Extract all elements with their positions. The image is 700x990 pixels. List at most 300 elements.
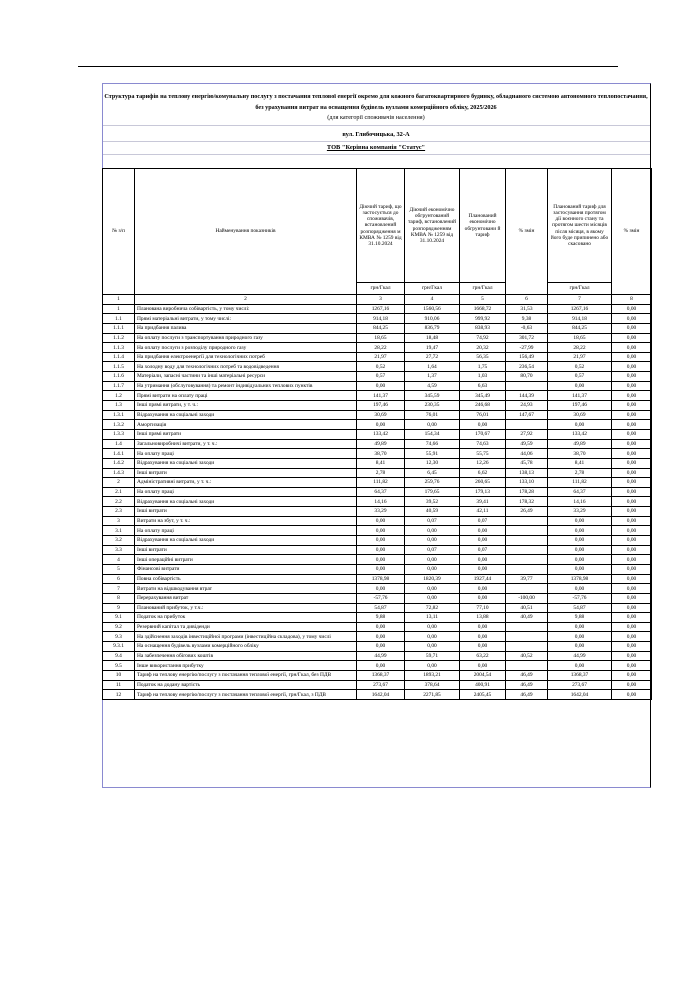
change-percent-2-cell: 0,00: [612, 458, 652, 468]
table-row: [103, 449, 652, 459]
current-economic-cell: 12,30: [405, 458, 460, 468]
table-row: [103, 333, 652, 343]
change-percent-2-cell: 0,00: [612, 362, 652, 372]
table-row: [103, 584, 652, 594]
planned-economic-cell: 0,00: [460, 555, 506, 565]
change-percent-2-cell: 0,00: [612, 536, 652, 546]
row-name: Загальновиробничі витрати, у т. ч.:: [135, 439, 357, 449]
planned-economic-cell: 12,26: [460, 458, 506, 468]
current-economic-cell: 59,71: [405, 651, 460, 661]
change-percent-2-cell: 0,00: [612, 468, 652, 478]
change-percent-cell: 133,10: [506, 478, 548, 488]
row-number: 9.3: [103, 632, 135, 642]
table-row: [103, 564, 652, 574]
current-economic-cell: 1820,39: [405, 574, 460, 584]
planned-economic-cell: 6,63: [460, 381, 506, 391]
current-economic-cell: 179,65: [405, 487, 460, 497]
row-name: Інші прямі витрати, у т. ч.:: [135, 401, 357, 411]
row-name: Відрахування на соціальні заходи: [135, 497, 357, 507]
change-percent-cell: [506, 632, 548, 642]
column-number: 8: [612, 295, 652, 305]
change-percent-2-cell: 0,00: [612, 651, 652, 661]
current-economic-cell: 345,59: [405, 391, 460, 401]
current-economic-cell: 154,34: [405, 429, 460, 439]
current-tariff-cell: 0,00: [357, 545, 405, 555]
row-name: Інше використання прибутку: [135, 661, 357, 671]
current-tariff-cell: 2,78: [357, 468, 405, 478]
planned-martial-cell: 111,82: [548, 478, 612, 488]
current-tariff-cell: 1368,37: [357, 670, 405, 680]
change-percent-cell: [506, 420, 548, 430]
planned-martial-cell: 0,00: [548, 555, 612, 565]
planned-economic-cell: 0,00: [460, 622, 506, 632]
row-number: 3.2: [103, 536, 135, 546]
planned-martial-cell: 0,00: [548, 642, 612, 652]
change-percent-2-cell: 0,00: [612, 497, 652, 507]
current-economic-cell: 1560,56: [405, 304, 460, 314]
planned-economic-cell: 1,75: [460, 362, 506, 372]
planned-martial-cell: 1368,37: [548, 670, 612, 680]
change-percent-cell: [506, 516, 548, 526]
current-tariff-cell: 0,00: [357, 526, 405, 536]
row-number: 1.3.1: [103, 410, 135, 420]
table-row: [103, 516, 652, 526]
current-tariff-cell: 44,99: [357, 651, 405, 661]
table-row: [103, 603, 652, 613]
change-percent-2-cell: 0,00: [612, 680, 652, 690]
row-name: Відрахування на соціальні заходи: [135, 458, 357, 468]
column-number-row: [103, 295, 652, 305]
current-economic-cell: 0,00: [405, 555, 460, 565]
planned-martial-cell: 0,00: [548, 632, 612, 642]
planned-martial-cell: 0,00: [548, 526, 612, 536]
column-number: 1: [103, 295, 135, 305]
planned-economic-cell: 39,41: [460, 497, 506, 507]
planned-martial-cell: 0,00: [548, 381, 612, 391]
table-row: [103, 323, 652, 333]
current-tariff-cell: 0,00: [357, 661, 405, 671]
change-percent-cell: 40,51: [506, 603, 548, 613]
current-tariff-cell: 14,16: [357, 497, 405, 507]
change-percent-cell: 46,49: [506, 690, 548, 700]
change-percent-2-cell: 0,00: [612, 429, 652, 439]
change-percent-cell: -27,99: [506, 343, 548, 353]
change-percent-2-cell: 0,00: [612, 343, 652, 353]
current-economic-cell: 18,48: [405, 333, 460, 343]
row-number: 6: [103, 574, 135, 584]
change-percent-cell: [506, 661, 548, 671]
current-economic-cell: 0,07: [405, 516, 460, 526]
current-economic-cell: 13,11: [405, 613, 460, 623]
row-number: 1.4.3: [103, 468, 135, 478]
row-number: 9.4: [103, 651, 135, 661]
row-number: 9.3.1: [103, 642, 135, 652]
table-row: [103, 458, 652, 468]
change-percent-cell: [506, 526, 548, 536]
change-percent-cell: 301,72: [506, 333, 548, 343]
table-row: [103, 536, 652, 546]
current-tariff-cell: 1378,98: [357, 574, 405, 584]
planned-economic-cell: 179,13: [460, 487, 506, 497]
table-row: [103, 468, 652, 478]
planned-economic-cell: 13,88: [460, 613, 506, 623]
planned-economic-cell: 74,92: [460, 333, 506, 343]
planned-martial-cell: 18,65: [548, 333, 612, 343]
change-percent-2-cell: 0,00: [612, 593, 652, 603]
planned-martial-cell: 0,57: [548, 372, 612, 382]
current-tariff-cell: 28,22: [357, 343, 405, 353]
planned-martial-cell: 28,22: [548, 343, 612, 353]
current-tariff-cell: 1642,04: [357, 690, 405, 700]
change-percent-2-cell: 0,00: [612, 516, 652, 526]
change-percent-cell: [506, 622, 548, 632]
organization-name: ТОВ "Керівна компанія "Статус": [326, 144, 426, 151]
current-tariff-cell: 18,65: [357, 333, 405, 343]
current-economic-cell: 0,00: [405, 632, 460, 642]
table-row: [103, 391, 652, 401]
row-number: 9.2: [103, 622, 135, 632]
row-name: Інші витрати: [135, 545, 357, 555]
current-tariff-cell: 64,37: [357, 487, 405, 497]
row-number: 1.1.5: [103, 362, 135, 372]
change-percent-2-cell: 0,00: [612, 670, 652, 680]
row-name: Відрахування на соціальні заходи: [135, 536, 357, 546]
row-name: На оплату праці: [135, 487, 357, 497]
table-row: [103, 642, 652, 652]
row-name: Витрати на збут, у т. ч.:: [135, 516, 357, 526]
row-number: 1: [103, 304, 135, 314]
change-percent-2-cell: 0,00: [612, 478, 652, 488]
document-subtitle: (для категорії споживачів населення): [327, 114, 425, 121]
planned-economic-cell: 0,00: [460, 564, 506, 574]
planned-martial-cell: 0,00: [548, 420, 612, 430]
row-name: Інші операційні витрати: [135, 555, 357, 565]
header-planned-martial-tariff: Планований тариф для застосування протягом дії воєнного стану та протягом шести місяців після місяця, в якому його буде припинено або скасовано: [548, 169, 612, 283]
planned-economic-cell: 0,00: [460, 632, 506, 642]
row-name: На утримання (обслуговування) та ремонт індивідуальних теплових пунктів: [135, 381, 357, 391]
current-tariff-cell: 133,42: [357, 429, 405, 439]
change-percent-cell: 31,53: [506, 304, 548, 314]
current-tariff-cell: 21,97: [357, 352, 405, 362]
current-tariff-cell: 0,00: [357, 584, 405, 594]
row-number: 12: [103, 690, 135, 700]
table-row: [103, 632, 652, 642]
header-planned-economic-tariff: Планований економічно обгрунтовани й тариф: [460, 169, 506, 283]
current-economic-cell: 0,00: [405, 593, 460, 603]
planned-economic-cell: 1668,72: [460, 304, 506, 314]
planned-martial-cell: 49,89: [548, 439, 612, 449]
change-percent-cell: 26,49: [506, 507, 548, 517]
row-number: 1.2: [103, 391, 135, 401]
change-percent-2-cell: 0,00: [612, 333, 652, 343]
current-economic-cell: 230,35: [405, 401, 460, 411]
row-name: На забезпечення обігових коштів: [135, 651, 357, 661]
unit-cell: грн/Гкал: [460, 283, 506, 295]
row-number: 1.3.3: [103, 429, 135, 439]
current-economic-cell: 0,00: [405, 564, 460, 574]
table-row: [103, 661, 652, 671]
current-tariff-cell: 38,70: [357, 449, 405, 459]
table-row: [103, 429, 652, 439]
current-tariff-cell: 54,87: [357, 603, 405, 613]
document-title: Структура тарифів на теплову енергію/комунальну послугу з постачання теплової енергії окремо для кожного багатоквартирного будинку, обладнаного системою автономного теплопостачання, без урахування витрат на оснащення будівель вузлами комерційного обліку, 2025/2026: [104, 93, 648, 111]
planned-economic-cell: 42,11: [460, 507, 506, 517]
current-economic-cell: 19,47: [405, 343, 460, 353]
change-percent-cell: [506, 545, 548, 555]
table-row: [103, 555, 652, 565]
change-percent-cell: 40,49: [506, 613, 548, 623]
planned-economic-cell: 2004,54: [460, 670, 506, 680]
change-percent-cell: [506, 555, 548, 565]
current-economic-cell: 1,37: [405, 372, 460, 382]
table-row: [103, 352, 652, 362]
table-row: [103, 439, 652, 449]
change-percent-2-cell: 0,00: [612, 439, 652, 449]
change-percent-cell: -100,00: [506, 593, 548, 603]
current-economic-cell: 0,00: [405, 622, 460, 632]
planned-economic-cell: 345,49: [460, 391, 506, 401]
change-percent-2-cell: 0,00: [612, 632, 652, 642]
planned-martial-cell: 0,00: [548, 545, 612, 555]
table-row: [103, 593, 652, 603]
row-number: 1.4: [103, 439, 135, 449]
current-economic-cell: 72,82: [405, 603, 460, 613]
row-number: 1.4.2: [103, 458, 135, 468]
column-number: 6: [506, 295, 548, 305]
change-percent-2-cell: 0,00: [612, 613, 652, 623]
planned-martial-cell: 14,16: [548, 497, 612, 507]
row-number: 1.1.4: [103, 352, 135, 362]
change-percent-cell: 144,39: [506, 391, 548, 401]
row-number: 1.4.1: [103, 449, 135, 459]
current-tariff-cell: 914,18: [357, 314, 405, 324]
current-tariff-cell: 0,00: [357, 516, 405, 526]
planned-economic-cell: 74,63: [460, 439, 506, 449]
table-row: [103, 680, 652, 690]
row-name: Повна собівартість: [135, 574, 357, 584]
change-percent-cell: [506, 381, 548, 391]
planned-economic-cell: 0,00: [460, 584, 506, 594]
change-percent-2-cell: 0,00: [612, 690, 652, 700]
planned-martial-cell: 0,00: [548, 516, 612, 526]
change-percent-2-cell: 0,00: [612, 352, 652, 362]
current-tariff-cell: 9,88: [357, 613, 405, 623]
change-percent-cell: [506, 584, 548, 594]
current-economic-cell: 0,00: [405, 661, 460, 671]
organization: [104, 144, 648, 151]
table-row: [103, 410, 652, 420]
header-current-tariff: Діючий тариф, що застосується до споживачів, встановлений розпорядження м КМВА № 1259 від 31.10.2024: [357, 169, 405, 283]
current-economic-cell: 910,06: [405, 314, 460, 324]
row-name: На здійснення заходів інвестиційної програми (інвестиційна складова), у тому числі: [135, 632, 357, 642]
row-name: Інші витрати: [135, 468, 357, 478]
current-tariff-cell: -57,76: [357, 593, 405, 603]
table-row: [103, 478, 652, 488]
table-row: [103, 690, 652, 700]
row-number: 3.1: [103, 526, 135, 536]
table-row: [103, 304, 652, 314]
current-tariff-cell: 0,00: [357, 632, 405, 642]
planned-economic-cell: 0,00: [460, 536, 506, 546]
row-name: На оплату послуги з транспортування природного газу: [135, 333, 357, 343]
current-tariff-cell: 844,25: [357, 323, 405, 333]
row-number: 9.5: [103, 661, 135, 671]
current-economic-cell: 0,07: [405, 545, 460, 555]
row-name: Податок на прибуток: [135, 613, 357, 623]
current-tariff-cell: 0,52: [357, 362, 405, 372]
planned-economic-cell: 0,00: [460, 661, 506, 671]
table-body: [103, 295, 652, 700]
row-name: На холодну воду для технологічних потреб та водовідведення: [135, 362, 357, 372]
table-row: [103, 314, 652, 324]
planned-martial-cell: 64,37: [548, 487, 612, 497]
planned-martial-cell: 44,99: [548, 651, 612, 661]
row-number: 9: [103, 603, 135, 613]
row-number: 4: [103, 555, 135, 565]
change-percent-cell: [506, 642, 548, 652]
planned-economic-cell: 55,75: [460, 449, 506, 459]
change-percent-cell: 80,70: [506, 372, 548, 382]
table-row: [103, 622, 652, 632]
table-row: [103, 420, 652, 430]
planned-martial-cell: 133,42: [548, 429, 612, 439]
row-number: 1.1.7: [103, 381, 135, 391]
planned-martial-cell: -57,76: [548, 593, 612, 603]
row-name: На придбання палива: [135, 323, 357, 333]
current-economic-cell: 4,59: [405, 381, 460, 391]
current-economic-cell: 378,64: [405, 680, 460, 690]
row-number: 7: [103, 584, 135, 594]
current-tariff-cell: 1267,16: [357, 304, 405, 314]
row-number: 3.3: [103, 545, 135, 555]
change-percent-2-cell: 0,00: [612, 304, 652, 314]
planned-economic-cell: 2405,45: [460, 690, 506, 700]
tariff-table: [102, 168, 652, 700]
row-name: Прямі матеріальні витрати, у тому числі:: [135, 314, 357, 324]
planned-martial-cell: 0,00: [548, 622, 612, 632]
table-row: [103, 381, 652, 391]
current-tariff-cell: 0,00: [357, 642, 405, 652]
planned-economic-cell: 838,93: [460, 323, 506, 333]
current-tariff-cell: 0,00: [357, 564, 405, 574]
change-percent-cell: 138,13: [506, 468, 548, 478]
change-percent-cell: 27,92: [506, 429, 548, 439]
row-number: 3: [103, 516, 135, 526]
change-percent-cell: 178,32: [506, 497, 548, 507]
current-tariff-cell: 30,69: [357, 410, 405, 420]
change-percent-2-cell: 0,00: [612, 555, 652, 565]
change-percent-2-cell: 0,00: [612, 314, 652, 324]
change-percent-cell: 24,93: [506, 401, 548, 411]
current-economic-cell: 55,91: [405, 449, 460, 459]
row-name: Перерахування витрат: [135, 593, 357, 603]
current-economic-cell: 0,00: [405, 584, 460, 594]
planned-martial-cell: 1378,98: [548, 574, 612, 584]
current-economic-cell: 836,79: [405, 323, 460, 333]
current-economic-cell: 2271,85: [405, 690, 460, 700]
planned-economic-cell: 63,22: [460, 651, 506, 661]
current-economic-cell: 76,01: [405, 410, 460, 420]
change-percent-2-cell: 0,00: [612, 526, 652, 536]
planned-economic-cell: 1,03: [460, 372, 506, 382]
row-name: Амортизація: [135, 420, 357, 430]
row-number: 10: [103, 670, 135, 680]
planned-economic-cell: 0,00: [460, 420, 506, 430]
change-percent-2-cell: 0,00: [612, 391, 652, 401]
planned-martial-cell: 33,29: [548, 507, 612, 517]
row-name: Фінансові витрати: [135, 564, 357, 574]
divider: [103, 154, 650, 155]
current-economic-cell: 6,45: [405, 468, 460, 478]
change-percent-2-cell: 0,00: [612, 603, 652, 613]
row-number: 11: [103, 680, 135, 690]
table-row: [103, 343, 652, 353]
row-name: Прямі витрати на оплату праці: [135, 391, 357, 401]
row-number: 2.2: [103, 497, 135, 507]
row-name: На придбання електроенергії для технологічних потреб: [135, 352, 357, 362]
planned-martial-cell: 21,97: [548, 352, 612, 362]
current-economic-cell: 74,66: [405, 439, 460, 449]
change-percent-2-cell: 0,00: [612, 401, 652, 411]
row-number: 1.1.1: [103, 323, 135, 333]
planned-economic-cell: 0,00: [460, 526, 506, 536]
row-name: Планована виробнича собівартість, у тому числі:: [135, 304, 357, 314]
change-percent-cell: -0,63: [506, 323, 548, 333]
planned-martial-cell: 8,41: [548, 458, 612, 468]
row-name: Податок на додану вартість: [135, 680, 357, 690]
change-percent-cell: 46,49: [506, 670, 548, 680]
row-name: Відрахування на соціальні заходи: [135, 410, 357, 420]
row-name: Матеріали, запасні частини та інші матеріальні ресурси: [135, 372, 357, 382]
change-percent-cell: 156,49: [506, 352, 548, 362]
planned-economic-cell: 56,35: [460, 352, 506, 362]
planned-martial-cell: 0,00: [548, 584, 612, 594]
change-percent-2-cell: 0,00: [612, 642, 652, 652]
unit-cell: грн/Гкал: [548, 283, 612, 295]
address: вул. Глибочицька, 32-А: [342, 131, 410, 138]
row-name: Інші витрати: [135, 507, 357, 517]
column-number: 7: [548, 295, 612, 305]
planned-martial-cell: 844,25: [548, 323, 612, 333]
row-number: 9.1: [103, 613, 135, 623]
column-number: 4: [405, 295, 460, 305]
planned-economic-cell: 246,68: [460, 401, 506, 411]
current-economic-cell: 0,00: [405, 420, 460, 430]
change-percent-cell: 45,78: [506, 458, 548, 468]
current-economic-cell: 40,59: [405, 507, 460, 517]
planned-economic-cell: 260,65: [460, 478, 506, 488]
header-current-economic-tariff: Діючий економічно обгрунтований тариф, встановлений розпорядженням КМВА № 1259 від 31.10.2024: [405, 169, 460, 283]
change-percent-cell: [506, 564, 548, 574]
row-number: 1.1.3: [103, 343, 135, 353]
row-number: 1.3.2: [103, 420, 135, 430]
header-change-percent: % змін: [506, 169, 548, 295]
planned-economic-cell: 1927,44: [460, 574, 506, 584]
planned-martial-cell: 54,87: [548, 603, 612, 613]
planned-martial-cell: 141,37: [548, 391, 612, 401]
planned-economic-cell: 400,91: [460, 680, 506, 690]
change-percent-cell: 40,52: [506, 651, 548, 661]
planned-economic-cell: 0,00: [460, 593, 506, 603]
change-percent-cell: 147,67: [506, 410, 548, 420]
table-row: [103, 497, 652, 507]
current-economic-cell: 0,00: [405, 642, 460, 652]
row-name: На оплату праці: [135, 526, 357, 536]
change-percent-cell: 49,59: [506, 439, 548, 449]
current-tariff-cell: 8,41: [357, 458, 405, 468]
current-tariff-cell: 33,29: [357, 507, 405, 517]
current-economic-cell: 1893,21: [405, 670, 460, 680]
